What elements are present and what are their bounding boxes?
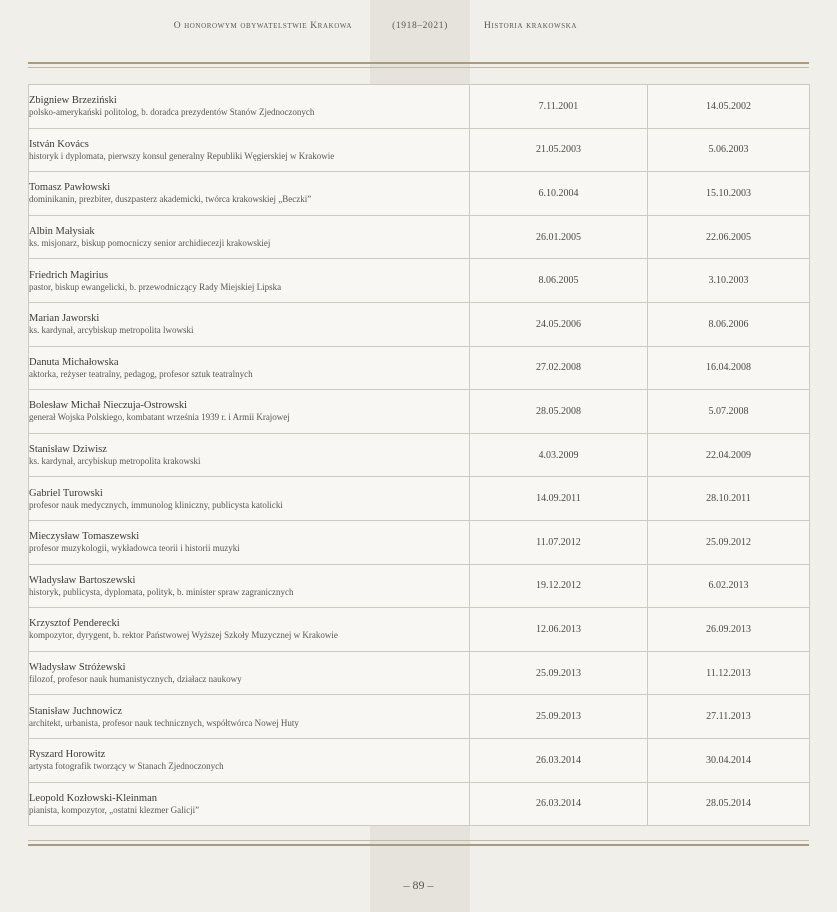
person-name: Albin Małysiak	[29, 226, 95, 238]
person-cell	[29, 651, 470, 695]
person-cell	[29, 85, 470, 129]
ceremony-date: 11.12.2013	[648, 651, 810, 695]
person-description: kompozytor, dyrygent, b. rektor Państwowej Wyższej Szkoły Muzycznej w Krakowie	[29, 630, 338, 641]
person-description: filozof, profesor nauk humanistycznych, działacz naukowy	[29, 674, 242, 685]
resolution-date: 14.09.2011	[470, 477, 648, 521]
person-cell	[29, 738, 470, 782]
person-cell	[29, 782, 470, 826]
resolution-date: 26.01.2005	[470, 215, 648, 259]
table-row	[29, 564, 810, 608]
resolution-date: 4.03.2009	[470, 433, 648, 477]
resolution-date: 11.07.2012	[470, 520, 648, 564]
ceremony-date: 6.02.2013	[648, 564, 810, 608]
person-cell	[29, 477, 470, 521]
person-cell	[29, 520, 470, 564]
running-header	[0, 18, 837, 38]
person-name: Zbigniew Brzeziński	[29, 95, 117, 107]
person-cell	[29, 259, 470, 303]
resolution-date: 26.03.2014	[470, 738, 648, 782]
person-cell	[29, 608, 470, 652]
table-row	[29, 172, 810, 216]
ceremony-date: 5.06.2003	[648, 128, 810, 172]
table-row	[29, 433, 810, 477]
ceremony-date: 22.04.2009	[648, 433, 810, 477]
person-name: István Kovács	[29, 138, 89, 150]
person-name: Ryszard Horowitz	[29, 749, 106, 761]
person-description: profesor muzykologii, wykładowca teorii i historii muzyki	[29, 543, 240, 554]
table-row	[29, 346, 810, 390]
ceremony-date: 15.10.2003	[648, 172, 810, 216]
person-name: Gabriel Turowski	[29, 487, 103, 499]
ceremony-date: 3.10.2003	[648, 259, 810, 303]
table-body	[29, 85, 810, 826]
person-description: ks. kardynał, arcybiskup metropolita krakowski	[29, 456, 201, 467]
person-description: polsko-amerykański politolog, b. doradca prezydentów Stanów Zjednoczonych	[29, 107, 315, 118]
header-middle: (1918–2021)	[392, 21, 448, 31]
table-row	[29, 259, 810, 303]
ceremony-date: 27.11.2013	[648, 695, 810, 739]
ceremony-date: 8.06.2006	[648, 302, 810, 346]
table-row	[29, 738, 810, 782]
page-number: – 89 –	[403, 878, 434, 892]
person-name: Stanisław Juchnowicz	[29, 705, 123, 717]
table-row	[29, 477, 810, 521]
person-cell	[29, 390, 470, 434]
person-description: ks. misjonarz, biskup pomocniczy senior archidiecezji krakowskiej	[29, 238, 271, 249]
honorary-citizens-table	[28, 84, 810, 826]
person-description: generał Wojska Polskiego, kombatant września 1939 r. i Armii Krajowej	[29, 412, 290, 423]
person-cell	[29, 433, 470, 477]
table-row	[29, 520, 810, 564]
resolution-date: 25.09.2013	[470, 651, 648, 695]
ceremony-date: 14.05.2002	[648, 85, 810, 129]
table-row	[29, 215, 810, 259]
footer-rule-thick	[28, 844, 809, 846]
header-right: Historia krakowska	[484, 21, 578, 31]
resolution-date: 26.03.2014	[470, 782, 648, 826]
person-name: Mieczysław Tomaszewski	[29, 531, 140, 543]
person-name: Władysław Stróżewski	[29, 662, 126, 674]
header-left: O honorowym obywatelstwie Krakowa	[173, 21, 352, 31]
person-name: Marian Jaworski	[29, 313, 100, 325]
person-description: pianista, kompozytor, „ostatni klezmer Galicji”	[29, 804, 200, 815]
person-description: historyk i dyplomata, pierwszy konsul generalny Republiki Węgierskiej w Krakowie	[29, 150, 335, 161]
person-description: pastor, biskup ewangelicki, b. przewodniczący Rady Miejskiej Lipska	[29, 281, 282, 292]
ceremony-date: 26.09.2013	[648, 608, 810, 652]
person-description: profesor nauk medycznych, immunolog kliniczny, publicysta katolicki	[29, 499, 283, 510]
header-rule-thick	[28, 62, 809, 64]
resolution-date: 24.05.2006	[470, 302, 648, 346]
resolution-date: 21.05.2003	[470, 128, 648, 172]
table-row	[29, 651, 810, 695]
person-cell	[29, 215, 470, 259]
person-name: Stanisław Dziwisz	[29, 444, 107, 456]
table-row	[29, 85, 810, 129]
person-name: Bolesław Michał Nieczuja-Ostrowski	[29, 400, 188, 412]
person-cell	[29, 128, 470, 172]
person-name: Friedrich Magirius	[29, 269, 109, 281]
table-row	[29, 302, 810, 346]
person-cell	[29, 346, 470, 390]
person-cell	[29, 302, 470, 346]
person-name: Tomasz Pawłowski	[29, 182, 111, 194]
resolution-date: 25.09.2013	[470, 695, 648, 739]
ceremony-date: 16.04.2008	[648, 346, 810, 390]
ceremony-date: 25.09.2012	[648, 520, 810, 564]
footer-rule-thin	[28, 840, 809, 841]
person-name: Władysław Bartoszewski	[29, 574, 136, 586]
person-name: Danuta Michałowska	[29, 356, 119, 368]
header-rule-thin	[28, 67, 809, 68]
table-row	[29, 782, 810, 826]
resolution-date: 7.11.2001	[470, 85, 648, 129]
ceremony-date: 5.07.2008	[648, 390, 810, 434]
ceremony-date: 22.06.2005	[648, 215, 810, 259]
person-description: ks. kardynał, arcybiskup metropolita lwowski	[29, 325, 194, 336]
resolution-date: 19.12.2012	[470, 564, 648, 608]
person-description: architekt, urbanista, profesor nauk technicznych, współtwórca Nowej Huty	[29, 717, 299, 728]
table-row	[29, 128, 810, 172]
table-row	[29, 608, 810, 652]
resolution-date: 28.05.2008	[470, 390, 648, 434]
ceremony-date: 28.05.2014	[648, 782, 810, 826]
person-name: Leopold Kozłowski-Kleinman	[29, 792, 158, 804]
resolution-date: 27.02.2008	[470, 346, 648, 390]
resolution-date: 6.10.2004	[470, 172, 648, 216]
person-description: historyk, publicysta, dyplomata, polityk, b. minister spraw zagranicznych	[29, 586, 294, 597]
person-description: artysta fotografik tworzący w Stanach Zjednoczonych	[29, 761, 224, 772]
person-description: dominikanin, prezbiter, duszpasterz akademicki, twórca krakowskiej „Beczki”	[29, 194, 312, 205]
ceremony-date: 28.10.2011	[648, 477, 810, 521]
person-cell	[29, 564, 470, 608]
person-cell	[29, 695, 470, 739]
resolution-date: 8.06.2005	[470, 259, 648, 303]
person-name: Krzysztof Penderecki	[29, 618, 120, 630]
table-row	[29, 695, 810, 739]
resolution-date: 12.06.2013	[470, 608, 648, 652]
ceremony-date: 30.04.2014	[648, 738, 810, 782]
person-cell	[29, 172, 470, 216]
person-description: aktorka, reżyser teatralny, pedagog, profesor sztuk teatralnych	[29, 368, 253, 379]
table-row	[29, 390, 810, 434]
